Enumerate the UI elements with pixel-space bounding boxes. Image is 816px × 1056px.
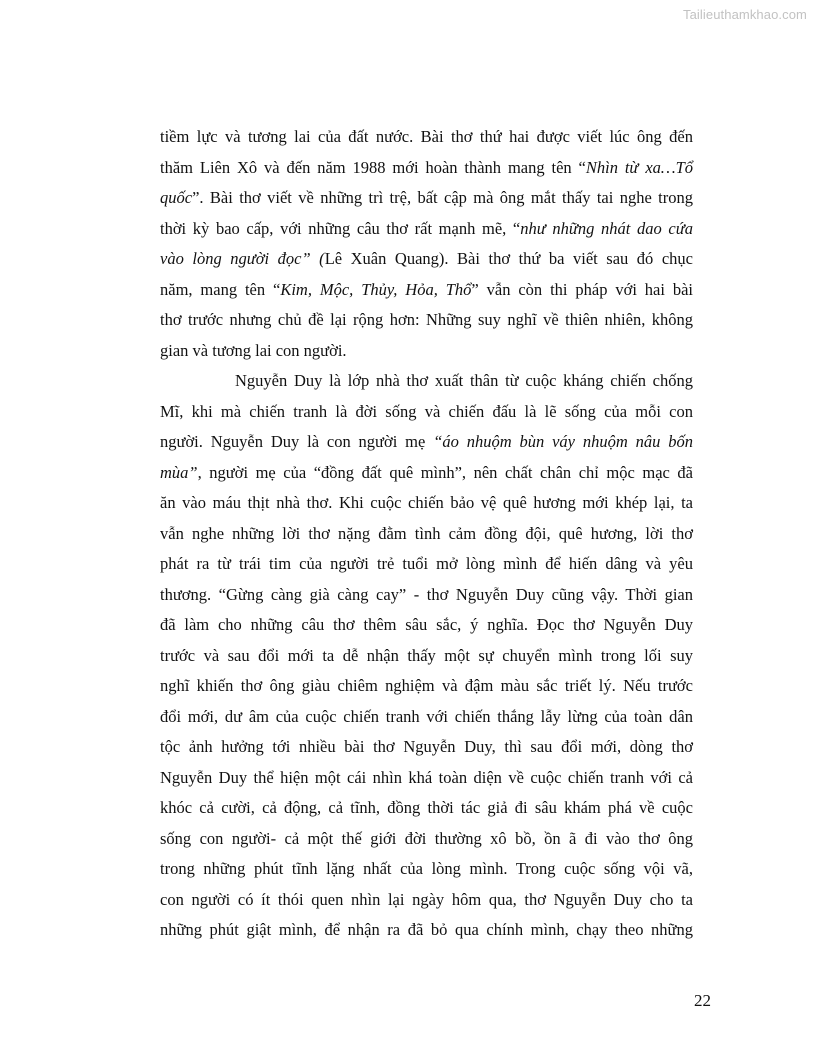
text-run: Nguyễn Duy là lớp nhà thơ xuất thân từ cuộc kháng chiến chống: [235, 371, 693, 390]
text-run: ăn vào máu thịt nhà thơ. Khi cuộc chiến bảo vệ quê hương mới khép lại, ta: [160, 493, 693, 512]
text-run: tiềm lực và tương lai của đất nước. Bài thơ thứ hai được viết lúc ông đến: [160, 127, 693, 146]
text-line: [160, 336, 693, 367]
text-run: ” vẫn còn thi pháp với hai bài: [471, 279, 693, 299]
text-run: nghĩ khiến thơ ông giàu chiêm nghiệm và đậm màu sắc triết lý. Nếu trước: [160, 676, 693, 695]
text-run: tộc ảnh hưởng tới nhiều bài thơ Nguyễn Duy, thì sau đổi mới, dòng thơ: [160, 737, 693, 756]
text-run: thương. “Gừng càng già càng cay” - thơ Nguyễn Duy cũng vậy. Thời gian: [160, 584, 693, 604]
text-run: phát ra từ trái tim của người trẻ tuổi mở lòng mình để hiến dâng và yêu: [160, 554, 693, 573]
italic-text: như những nhát dao cứa: [520, 218, 693, 238]
text-line: [160, 305, 693, 336]
text-run: gian và tương lai con người.: [160, 340, 347, 360]
text-run: , người mẹ của “đồng đất quê mình”, nên chất chân chỉ mộc mạc đã: [197, 462, 693, 482]
text-run: trong những phút tĩnh lặng nhất của lòng mình. Trong cuộc sống vội vã,: [160, 859, 693, 878]
text-run: năm, mang tên “: [160, 279, 281, 299]
text-line: [160, 244, 693, 275]
text-line: [160, 915, 693, 946]
text-line: [160, 580, 693, 611]
text-run: thơ trước nhưng chủ đề lại rộng hơn: Những suy nghĩ về thiên nhiên, không: [160, 310, 693, 329]
text-line: [160, 458, 693, 489]
text-line: [160, 732, 693, 763]
italic-text: vào lòng người đọc” (: [160, 249, 325, 268]
watermark: Tailieuthamkhao.com: [682, 7, 807, 22]
text-run: ”. Bài thơ viết về những trì trệ, bất cập mà ông mắt thấy tai nghe trong: [192, 188, 693, 207]
text-run: khóc cả cười, cả động, cả tĩnh, đồng thời tác giả đi sâu khám phá về cuộc: [160, 798, 693, 817]
page-number: 22: [694, 991, 711, 1010]
text-line: [160, 824, 693, 855]
text-run: thăm Liên Xô và đến năm 1988 mới hoàn thành mang tên “: [160, 157, 586, 177]
text-line: [160, 366, 693, 397]
text-line: [160, 549, 693, 580]
italic-text: “áo nhuộm bùn váy nhuộm nâu bốn: [433, 432, 693, 451]
text-line: [160, 488, 693, 519]
text-line: [160, 519, 693, 550]
text-line: [160, 183, 693, 214]
text-run: con người có ít thói quen nhìn lại ngày hôm qua, thơ Nguyễn Duy cho ta: [160, 889, 693, 909]
text-run: đã làm cho những câu thơ thêm sâu sắc, ý nghĩa. Đọc thơ Nguyễn Duy: [160, 615, 693, 634]
text-run: người. Nguyễn Duy là con người mẹ: [160, 432, 434, 451]
text-line: [160, 610, 693, 641]
text-line: [160, 793, 693, 824]
italic-text: mùa”: [160, 462, 198, 482]
italic-text: Kim, Mộc, Thủy, Hỏa, Thổ: [280, 279, 472, 299]
body-text: [160, 122, 693, 946]
text-line: [160, 153, 693, 184]
text-line: [160, 427, 693, 458]
text-run: đổi mới, dư âm của cuộc chiến tranh với chiến thắng lẫy lừng của toàn dân: [160, 706, 693, 726]
text-run: thời kỳ bao cấp, với những câu thơ rất mạnh mẽ, “: [160, 218, 521, 238]
text-run: Mĩ, khi mà chiến tranh là đời sống và chiến đấu là lẽ sống của mỗi con: [160, 401, 693, 421]
text-line: [160, 702, 693, 733]
italic-text: quốc: [160, 188, 193, 207]
text-run: trước và sau đổi mới ta dễ nhận thấy một sự chuyển mình trong lối suy: [160, 645, 693, 665]
text-line: [160, 671, 693, 702]
text-line: [160, 763, 693, 794]
text-run: Lê Xuân Quang). Bài thơ thứ ba viết sau đó chục: [324, 249, 693, 268]
paragraph: [160, 122, 693, 366]
text-line: [160, 641, 693, 672]
text-run: Nguyễn Duy thể hiện một cái nhìn khá toàn diện về cuộc chiến tranh với cả: [160, 767, 693, 787]
text-line: [160, 275, 693, 306]
text-run: sống con người- cả một thế giới đời thường xô bồ, ồn ã đi vào thơ ông: [160, 828, 693, 848]
text-line: [160, 854, 693, 885]
italic-text: Nhìn từ xa…Tổ: [585, 157, 693, 177]
text-run: những phút giật mình, để nhận ra đã bỏ qua chính mình, chạy theo những: [160, 920, 693, 939]
text-line: [160, 885, 693, 916]
text-line: [160, 122, 693, 153]
text-line: [160, 397, 693, 428]
text-line: [160, 214, 693, 245]
paragraph: [160, 366, 693, 946]
text-run: vẫn nghe những lời thơ nặng đằm tình cảm đồng đội, quê hương, lời thơ: [160, 523, 693, 543]
